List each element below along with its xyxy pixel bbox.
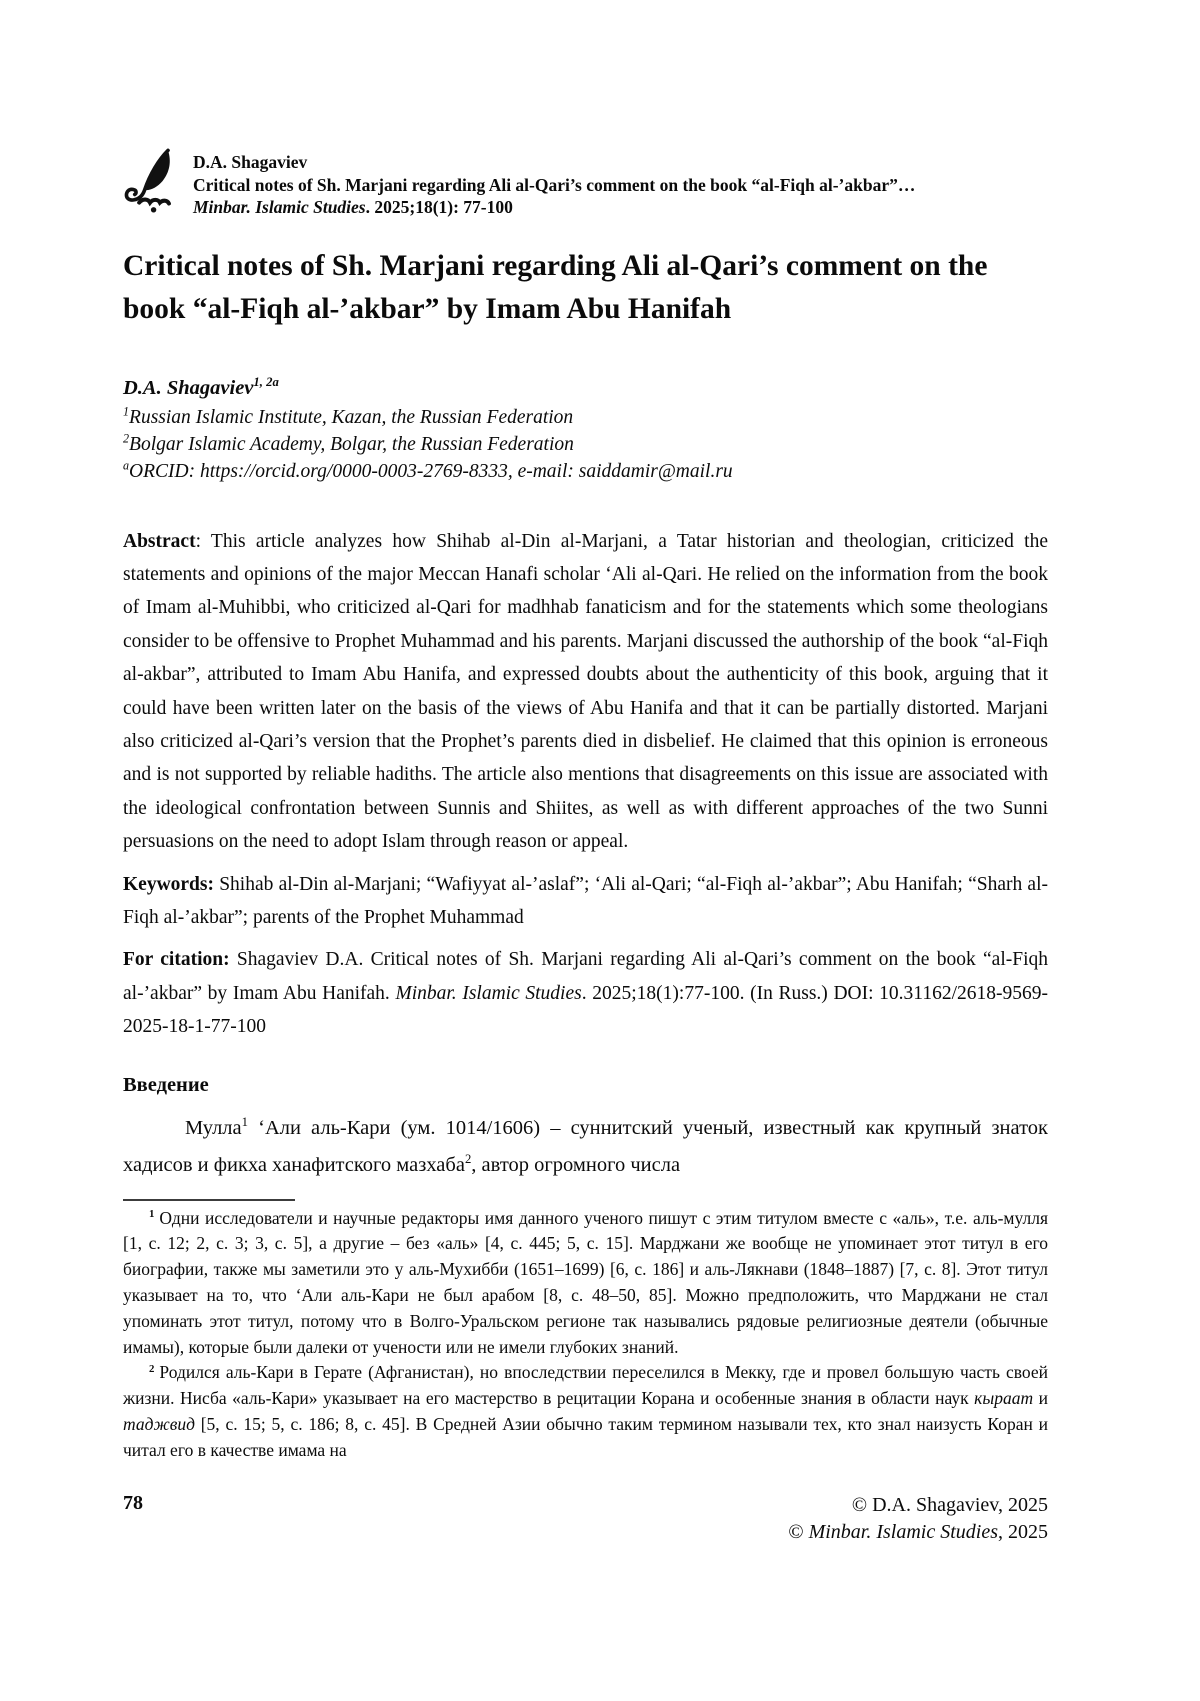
journal-name: Minbar. Islamic Studies (193, 197, 366, 217)
footnote-2-marker: 2 (149, 1362, 155, 1375)
affiliation-2 (123, 431, 1048, 458)
citation-text-pre: Shagaviev D.A. Critical notes of Sh. Marjani regarding Ali al-Qari’s comment on the book “al-Fiqh al-’akbar” by Imam Abu Hanifah. (123, 949, 1049, 1004)
citation-paragraph (123, 943, 1048, 1043)
footnotes-block (123, 1206, 1048, 1464)
abstract-label: Abstract (123, 530, 196, 552)
footnote-ref-1: 1 (241, 1114, 248, 1129)
abstract-paragraph (123, 525, 1048, 859)
footnote-2-term-2: таджвид (123, 1413, 195, 1434)
footnote-1 (123, 1206, 1048, 1361)
footnote-2-term-1: кыраат (974, 1388, 1034, 1409)
affiliation-2-mark: 2 (123, 431, 130, 445)
running-head-text (193, 150, 915, 219)
introduction-paragraph (123, 1110, 1048, 1184)
copyright-journal-prefix: © (788, 1521, 809, 1544)
orcid-line (123, 458, 1048, 485)
abstract-text: : This article analyzes how Shihab al-Din al-Marjani, a Tatar historian and theologian, criticized the statements and opinions of the major Meccan Hanafi scholar ‘Ali al-Qari. He relied on the information from the book of Imam al-Muhibbi, who criticized al-Qari for madhhab fanaticism and for the statements which some theologians consider to be offensive to Prophet Muhammad and his parents. Marjani discussed the authorship of the book “al-Fiqh al-akbar”, attributed to Imam Abu Hanifa, and expressed doubts about the authenticity of this book, arguing that it could have been written later on the basis of the views of Abu Hanifa and that it can be partially distorted. Marjani also criticized al-Qari’s version that the Prophet’s parents died in disbelief. He claimed that this opinion is erroneous and is not supported by reliable hadiths. The article also mentions that disagreements on this issue are associated with the ideological confrontation between Sunnis and Shiites, as well as with different approaches of the two Sunni persuasions on the need to adopt Islam through reason or appeal. (123, 530, 1048, 853)
article-title: Critical notes of Sh. Marjani regarding Ali al-Qari’s comment on the book “al-Fiqh al-’akbar” by Imam Abu Hanifah (123, 249, 988, 325)
running-head-journal (193, 196, 915, 219)
keywords-label: Keywords: (123, 873, 214, 895)
journal-issue: . 2025;18(1): 77-100 (365, 197, 513, 217)
footnote-2 (123, 1360, 1048, 1463)
running-head-author: D.A. Shagaviev (193, 152, 308, 172)
copyright-author: © D.A. Shagaviev, 2025 (851, 1493, 1048, 1516)
journal-logo-icon (123, 148, 177, 214)
section-heading-introduction: Введение (123, 1073, 209, 1096)
intro-text-1: Мулла (185, 1116, 242, 1139)
author-name: D.A. Shagaviev (123, 376, 254, 399)
copyright-journal-suffix: , 2025 (998, 1521, 1048, 1544)
footnote-2-text-mid: и (1033, 1388, 1048, 1409)
citation-label: For citation: (123, 949, 230, 971)
affiliation-1-mark: 1 (123, 404, 130, 418)
author-name-line (123, 375, 1048, 402)
affiliation-2-text: Bolgar Islamic Academy, Bolgar, the Russian Federation (129, 433, 574, 455)
running-head-title: Critical notes of Sh. Marjani regarding Ali al-Qari’s comment on the book “al-Fiqh al-’akbar”… (193, 174, 916, 195)
intro-text-3: , автор огромного числа (471, 1153, 681, 1176)
affiliation-1 (123, 404, 1048, 431)
footnote-ref-2: 2 (464, 1151, 472, 1166)
page-header (123, 150, 1048, 219)
orcid-text: ORCID: https://orcid.org/0000-0003-2769-8333, e-mail: saiddamir@mail.ru (129, 460, 733, 482)
citation-journal-name: Minbar. Islamic Studies (395, 982, 582, 1004)
page-number: 78 (123, 1491, 143, 1514)
author-block (123, 375, 1048, 485)
intro-text-2: ‘Али аль-Кари (ум. 1014/1606) – суннитский ученый, известный как крупный знаток хадисов и фикха ханафитского мазхаба (123, 1116, 1048, 1176)
copyright-journal (788, 1519, 1048, 1547)
orcid-mark: a (123, 458, 130, 472)
page-footer (123, 1492, 1048, 1547)
keywords-text: Shihab al-Din al-Marjani; “Wafiyyat al-’aslaf”; ‘Ali al-Qari; “al-Fiqh al-’akbar”; Abu Hanifah; “Sharh al-Fiqh al-’akbar”; parents of the Prophet Muhammad (123, 873, 1048, 928)
footnote-2-text-post: [5, с. 15; 5, с. 186; 8, с. 45]. В Средней Азии обычно таким термином называли тех, кто знал наизусть Коран и читал его в качестве имама на (123, 1413, 1048, 1460)
citation-text-post: . 2025;18(1):77-100. (In Russ.) DOI: 10.31162/2618-9569-2025-18-1-77-100 (123, 982, 1048, 1038)
affiliation-1-text: Russian Islamic Institute, Kazan, the Russian Federation (129, 406, 574, 428)
copyright-block (788, 1492, 1048, 1547)
copyright-journal-name: Minbar. Islamic Studies (808, 1521, 998, 1544)
footnote-separator (123, 1199, 295, 1201)
author-affiliation-marks: 1, 2a (253, 374, 279, 389)
footnote-1-marker: 1 (149, 1207, 155, 1220)
footnote-1-text: Одни исследователи и научные редакторы имя данного ученого пишут с этим титулом вместе с «аль», т.е. аль-мулля [1, с. 12; 2, с. 3; 3, с. 5], а другие – без «аль» [4, с. 445; 5, с. 15]. Марджани же вообще не упоминает этот титул в его биографии, также мы заметили это у аль-Мухибби (1651–1699) [6, с. 186] и аль-Лякнави (1848–1887) [7, с. 8]. Этот титул указывает на то, что ‘Али аль-Кари не был арабом [8, с. 48–50, 85]. Можно предположить, что Марджани не стал упоминать этот титул, потому что в Волго-Уральском регионе так назывались рядовые религиозные деятели (обычные имамы), которые были далеки от учености или не имели глубоких знаний. (123, 1207, 1048, 1357)
keywords-paragraph (123, 868, 1048, 935)
footnote-2-text-pre: Родился аль-Кари в Герате (Афганистан), но впоследствии переселился в Мекку, где и провел большую часть своей жизни. Нисба «аль-Кари» указывает на его мастерство в рецитации Корана и особенные знания в области наук (123, 1362, 1048, 1409)
